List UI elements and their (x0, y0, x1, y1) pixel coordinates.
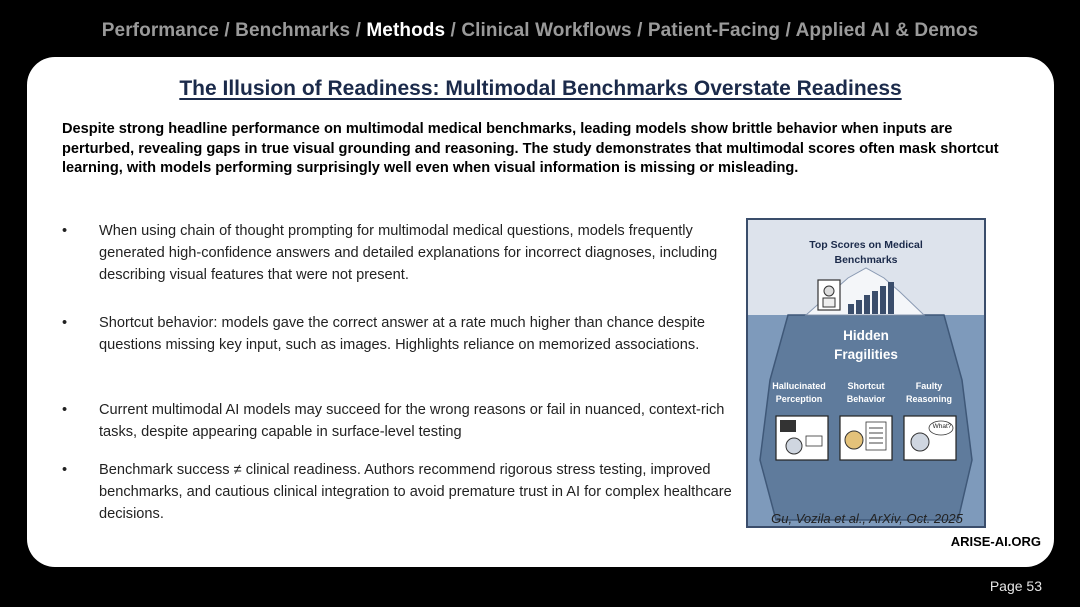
speech-bubble-text: What? (932, 423, 952, 430)
nav-item-methods[interactable]: Methods (366, 20, 446, 41)
iceberg-figure (746, 218, 986, 528)
page-number: Page 53 (989, 578, 1042, 594)
bullet-text: When using chain of thought prompting for multimodal medical questions, models frequently generated high-confidence answers and detailed explanations for incorrect diagnoses, including describing visual features that were not present. (99, 223, 718, 283)
breadcrumb-nav (0, 20, 1080, 42)
nav-item-applied-ai-demos[interactable]: Applied AI & Demos (795, 20, 979, 41)
figure-hidden-label: Hidden Fragilities (834, 328, 898, 362)
nav-separator: / (780, 20, 796, 41)
nav-item-clinical-workflows[interactable]: Clinical Workflows (461, 20, 632, 41)
robot-checklist-icon (840, 416, 892, 460)
nav-separator: / (631, 20, 648, 41)
bullet-marker: • (62, 462, 68, 478)
robot-doctor-xray-icon (776, 416, 828, 460)
bullet-marker: • (62, 315, 68, 331)
bullet-text: Current multimodal AI models may succeed for the wrong reasons or fail in nuanced, context-rich tasks, despite appearing capable in surface-level testing (99, 402, 725, 440)
site-label[interactable]: ARISE-AI.ORG (950, 534, 1041, 549)
slide-title: The Illusion of Readiness: Multimodal Benchmarks Overstate Readiness (179, 77, 902, 100)
figure-column-label: Hallucinated Perception (772, 381, 826, 404)
nav-item-patient-facing[interactable]: Patient-Facing (647, 20, 781, 41)
bullet-marker: • (62, 402, 68, 418)
bullet-marker: • (62, 223, 68, 239)
bullet-text: Benchmark success ≠ clinical readiness. Authors recommend rigorous stress testing, improved benchmarks, and cautious clinical integration to avoid premature trust in AI for complex healthcare decisions. (99, 462, 732, 522)
figure-column-label: Shortcut Behavior (846, 381, 886, 404)
nav-item-benchmarks[interactable]: Benchmarks (235, 20, 351, 41)
robot-doctor-icon (818, 280, 840, 310)
figure-citation: Gu, Vozila et al., ArXiv, Oct. 2025 (771, 511, 963, 526)
slide-card (27, 57, 1054, 567)
nav-item-performance[interactable]: Performance (101, 20, 220, 41)
figure-top-label: Top Scores on Medical Benchmarks (809, 239, 923, 266)
figure-column-label: Faulty Reasoning (905, 381, 952, 404)
intro-paragraph: Despite strong headline performance on multimodal medical benchmarks, leading models show brittle behavior when inputs are perturbed, revealing gaps in true visual grounding and reasoning. The study demonstrates that multimodal scores often mask shortcut learning, with models performing surprisingly well even when visual information is missing or misleading. (62, 121, 999, 176)
nav-separator: / (350, 20, 367, 41)
nav-separator: / (219, 20, 236, 41)
nav-separator: / (445, 20, 462, 41)
bullet-text: Shortcut behavior: models gave the correct answer at a rate much higher than chance despite questions missing key input, such as images. Highlights reliance on memorized associations. (99, 315, 705, 353)
